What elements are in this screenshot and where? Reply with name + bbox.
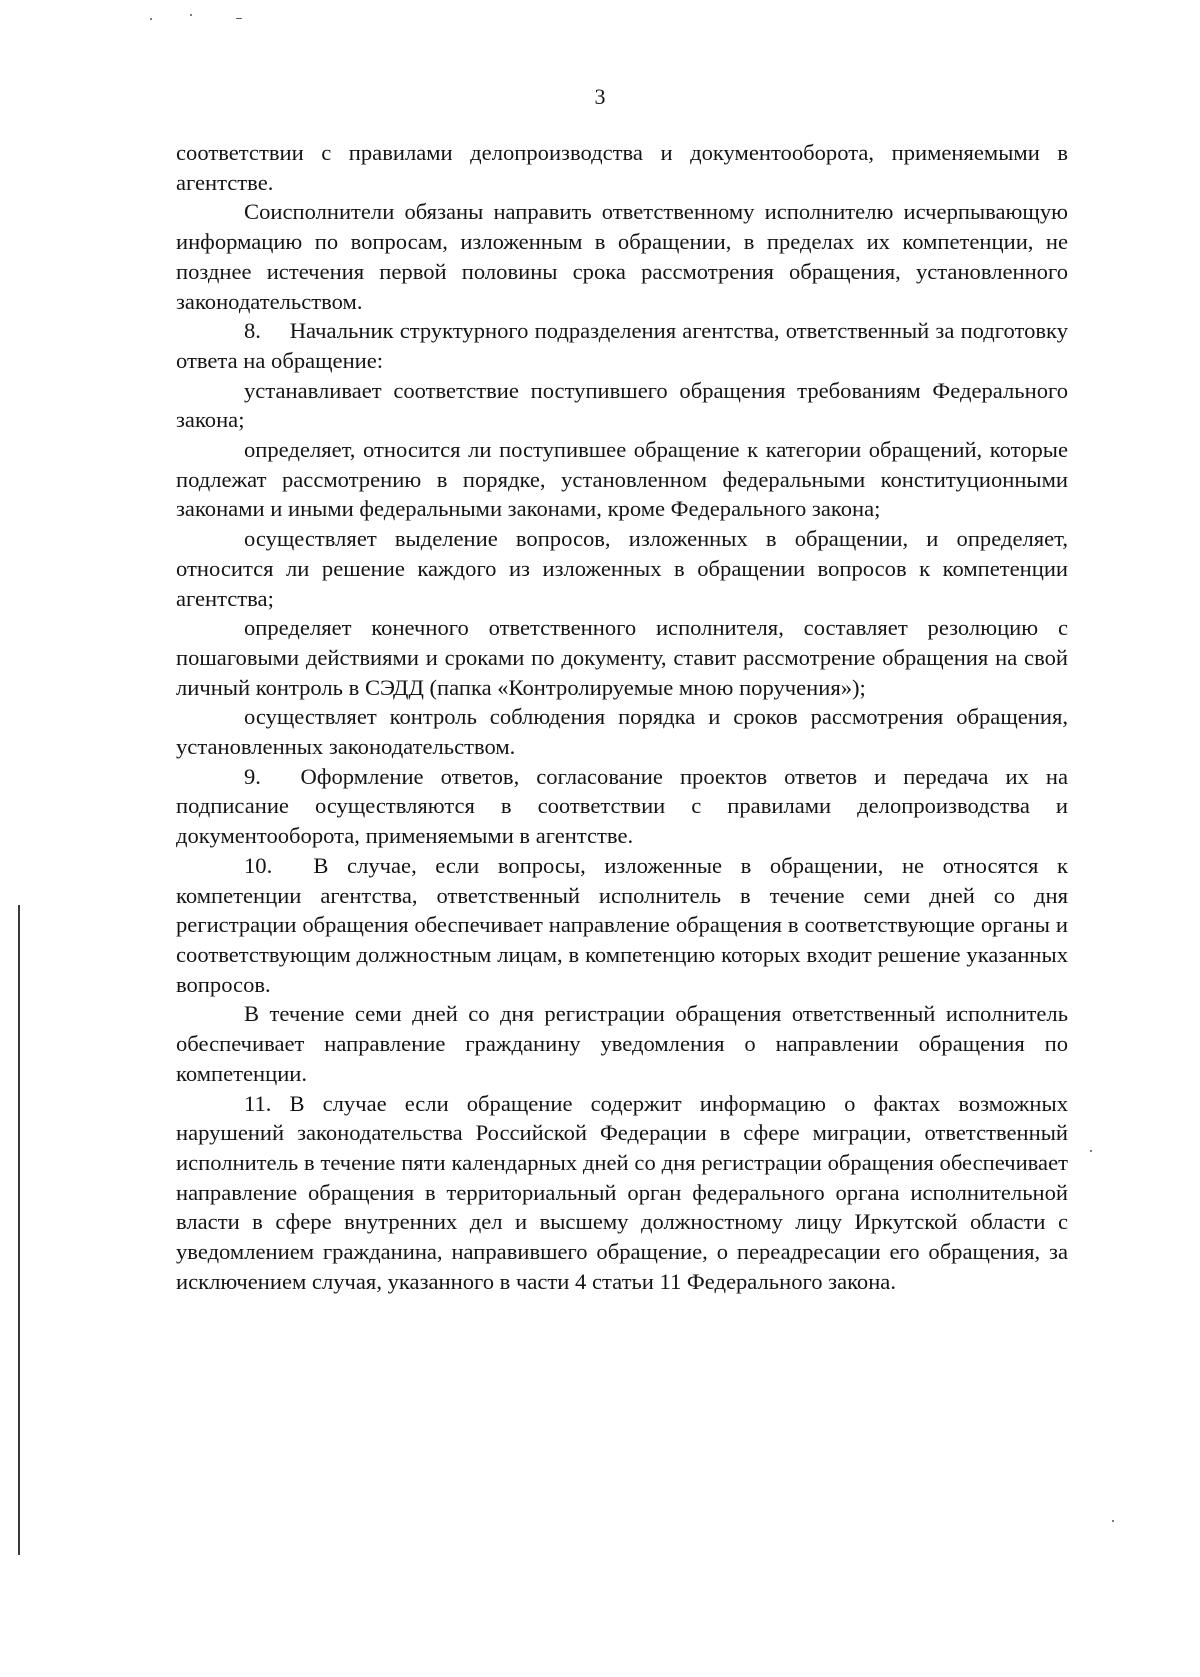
paragraph: Соисполнители обязаны направить ответственному исполнителю исчерпывающую информацию по вопросам, изложенным в обращении, в пределах их компетенции, не позднее истечения первой половины срока рассмотрения обращения, установленного законодательством. (176, 199, 1068, 314)
paragraph: В течение семи дней со дня регистрации обращения ответственный исполнитель обеспечивает направление гражданину уведомления о направлении обращения по компетенции. (176, 1001, 1068, 1086)
paragraph: определяет, относится ли поступившее обращение к категории обращений, которые подлежат рассмотрению в порядке, установленном федеральными конституционными законами и иными федеральными законами, кроме Федерального закона; (176, 437, 1068, 522)
paragraph: 11. В случае если обращение содержит информацию о фактах возможных нарушений законодательства Российской Федерации в сфере миграции, ответственный исполнитель в течение пяти календарных дней со дня регистрации обращения обеспечивает направление обращения в территориальный орган федерального органа исполнительной власти в сфере внутренних дел и высшему должностному лицу Иркутской области с уведомлением гражданина, направившего обращение, о переадресации его обращения, за исключением случая, указанного в части 4 статьи 11 Федерального закона. (176, 1090, 1068, 1294)
scan-dust-mark (1112, 1520, 1114, 1522)
page-number: 3 (594, 84, 606, 109)
scan-dust-mark (236, 18, 242, 19)
scan-dust-mark (1090, 1150, 1092, 1152)
paragraph: определяет конечного ответственного исполнителя, составляет резолюцию с пошаговыми действиями и сроками по документу, ставит рассмотрение обращения на свой личный контроль в СЭДД (папка «Контролируемые мною поручения»); (176, 615, 1068, 700)
document-body (176, 138, 1068, 1296)
scan-edge-line (18, 905, 20, 1555)
paragraph: 9. Оформление ответов, согласование проектов ответов и передача их на подписание осуществляются в соответствии с правилами делопроизводства и документооборота, применяемыми в агентстве. (176, 763, 1068, 849)
paragraph: осуществляет контроль соблюдения порядка и сроков рассмотрения обращения, установленных законодательством. (176, 704, 1068, 760)
paragraph: соответствии с правилами делопроизводства и документооборота, применяемыми в агентстве. (176, 140, 1068, 195)
paragraph: осуществляет выделение вопросов, изложенных в обращении, и определяет, относится ли решение каждого из изложенных в обращении вопросов к компетенции агентства; (176, 526, 1068, 611)
scan-dust-mark (190, 14, 192, 16)
paragraph: 8. Начальник структурного подразделения агентства, ответственный за подготовку ответа на обращение: (176, 318, 1068, 373)
scan-dust-mark (150, 18, 152, 20)
paragraph: 10. В случае, если вопросы, изложенные в обращении, не относятся к компетенции агентства, ответственный исполнитель в течение семи дней со дня регистрации обращения обеспечивает направление обращения в соответствующие органы и соответствующим должностным лицам, в компетенцию которых входит решение указанных вопросов. (176, 852, 1068, 997)
paragraph: устанавливает соответствие поступившего обращения требованиям Федерального закона; (176, 377, 1068, 433)
